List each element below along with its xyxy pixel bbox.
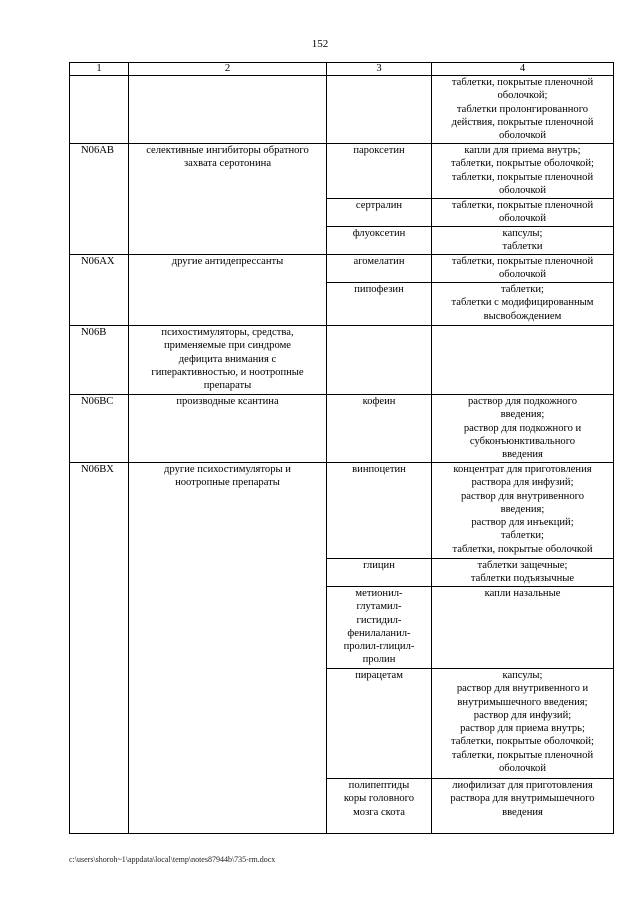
file-path-footer: c:\users\shoroh~1\appdata\local\temp\notes87944b\735-rm.docx [69,855,276,864]
drug-name-cell: кофеин [327,395,432,463]
atc-code-cell: N06B [70,326,129,395]
drug-table [69,62,614,834]
atc-code-cell [70,76,129,144]
dosage-forms-cell: таблетки; таблетки с модифицированным высвобождением [432,283,614,326]
table-row [70,463,614,559]
table-row [70,255,614,283]
group-name-cell [129,76,327,144]
dosage-forms-cell: таблетки, покрытые пленочной оболочкой [432,255,614,283]
dosage-forms-cell: таблетки защечные; таблетки подъязычные [432,559,614,587]
group-name-cell: селективные ингибиторы обратного захвата серотонина [129,144,327,255]
drug-name-cell: сертралин [327,199,432,227]
header-col-3: 3 [327,63,432,76]
dosage-forms-cell: таблетки, покрытые пленочной оболочкой; таблетки пролонгированного действия, покрытые пленочной оболочкой [432,76,614,144]
dosage-forms-cell [432,326,614,395]
drug-name-cell: агомелатин [327,255,432,283]
atc-code-cell: N06AB [70,144,129,255]
dosage-forms-cell: лиофилизат для приготовления раствора для внутримышечного введения [432,779,614,834]
dosage-forms-cell: концентрат для приготовления раствора для инфузий; раствор для внутривенного введения; раствор для инъекций; таблетки; таблетки, покрытые оболочкой [432,463,614,559]
atc-code-cell: N06BX [70,463,129,834]
dosage-forms-cell: капсулы; таблетки [432,227,614,255]
group-name-cell: другие психостимуляторы и ноотропные препараты [129,463,327,834]
group-name-cell: психостимуляторы, средства, применяемые при синдроме дефицита внимания с гиперактивностью, и ноотропные препараты [129,326,327,395]
table-row [70,326,614,395]
drug-name-cell: пипофезин [327,283,432,326]
dosage-forms-cell: капсулы; раствор для внутривенного и внутримышечного введения; раствор для инфузий; раствор для приема внутрь; таблетки, покрытые оболочкой; таблетки, покрытые пленочной оболочкой [432,669,614,779]
table-row [70,395,614,463]
group-name-cell: производные ксантина [129,395,327,463]
table-row [70,76,614,144]
group-name-cell: другие антидепрессанты [129,255,327,326]
atc-code-cell: N06AX [70,255,129,326]
header-row [70,63,614,76]
table-body [70,76,614,834]
header-col-2: 2 [129,63,327,76]
dosage-forms-cell: таблетки, покрытые пленочной оболочкой [432,199,614,227]
page-number: 152 [311,38,329,50]
header-col-4: 4 [432,63,614,76]
drug-name-cell: пароксетин [327,144,432,199]
drug-name-cell: глицин [327,559,432,587]
drug-name-cell [327,326,432,395]
drug-name-cell [327,76,432,144]
dosage-forms-cell: раствор для подкожного введения; раствор для подкожного и субконъюнктивального введения [432,395,614,463]
table-row [70,144,614,199]
drug-name-cell: винпоцетин [327,463,432,559]
dosage-forms-cell: капли назальные [432,587,614,669]
drug-name-cell: флуоксетин [327,227,432,255]
drug-name-cell: полипептиды коры головного мозга скота [327,779,432,834]
drug-name-cell: метионил- глутамил- гистидил- фенилаланил- пролил-глицил- пролин [327,587,432,669]
dosage-forms-cell: капли для приема внутрь; таблетки, покрытые оболочкой; таблетки, покрытые пленочной оболочкой [432,144,614,199]
header-col-1: 1 [70,63,129,76]
atc-code-cell: N06BC [70,395,129,463]
drug-name-cell: пирацетам [327,669,432,779]
